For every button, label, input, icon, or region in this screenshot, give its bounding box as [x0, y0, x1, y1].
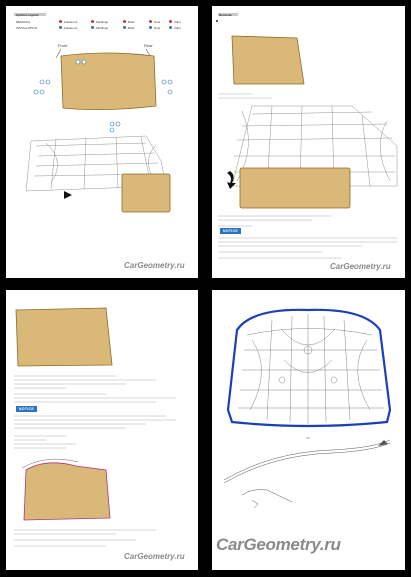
- installation-label: INSTALLATION: [16, 26, 37, 30]
- manual-page-4: [212, 290, 405, 570]
- watermark: CarGeometry.ru: [124, 261, 185, 270]
- legend-removal-2: Moldings: [96, 20, 109, 24]
- watermark: CarGeometry.ru: [330, 262, 391, 271]
- legend-removal-4: Nuts: [154, 20, 161, 24]
- section-heading: Removal: [219, 13, 232, 17]
- legend-removal-3: Bolts: [128, 20, 135, 24]
- legend-install-4: Nuts: [154, 26, 161, 30]
- hood-frame-sketch: [6, 131, 198, 271]
- notice-badge: NOTICE: [16, 406, 37, 412]
- hood-outline-diagram: [212, 290, 405, 570]
- watermark: CarGeometry.ru: [124, 552, 185, 561]
- hood-insulator-diagram: [6, 6, 198, 146]
- legend-removal-5: Clips: [174, 20, 181, 24]
- legend-install-3: Bolts: [128, 26, 135, 30]
- notice-badge: NOTICE: [220, 228, 241, 234]
- legend-removal-1: Fasteners: [64, 20, 78, 24]
- manual-page-1: [6, 6, 198, 278]
- installation-diagrams: [6, 290, 198, 570]
- watermark-large: CarGeometry.ru: [216, 535, 341, 554]
- removal-diagrams: [212, 6, 405, 278]
- legend-install-2: Moldings: [96, 26, 109, 30]
- legend-title: Symbol Legend: [16, 12, 39, 17]
- manual-page-2: [212, 6, 405, 278]
- legend-install-5: Clips: [174, 26, 181, 30]
- manual-page-3: [6, 290, 198, 570]
- front-label: Rear: [144, 43, 153, 48]
- removal-label: REMOVAL: [16, 20, 31, 24]
- rear-label: Front: [58, 43, 68, 48]
- legend-install-1: Fasteners: [64, 26, 78, 30]
